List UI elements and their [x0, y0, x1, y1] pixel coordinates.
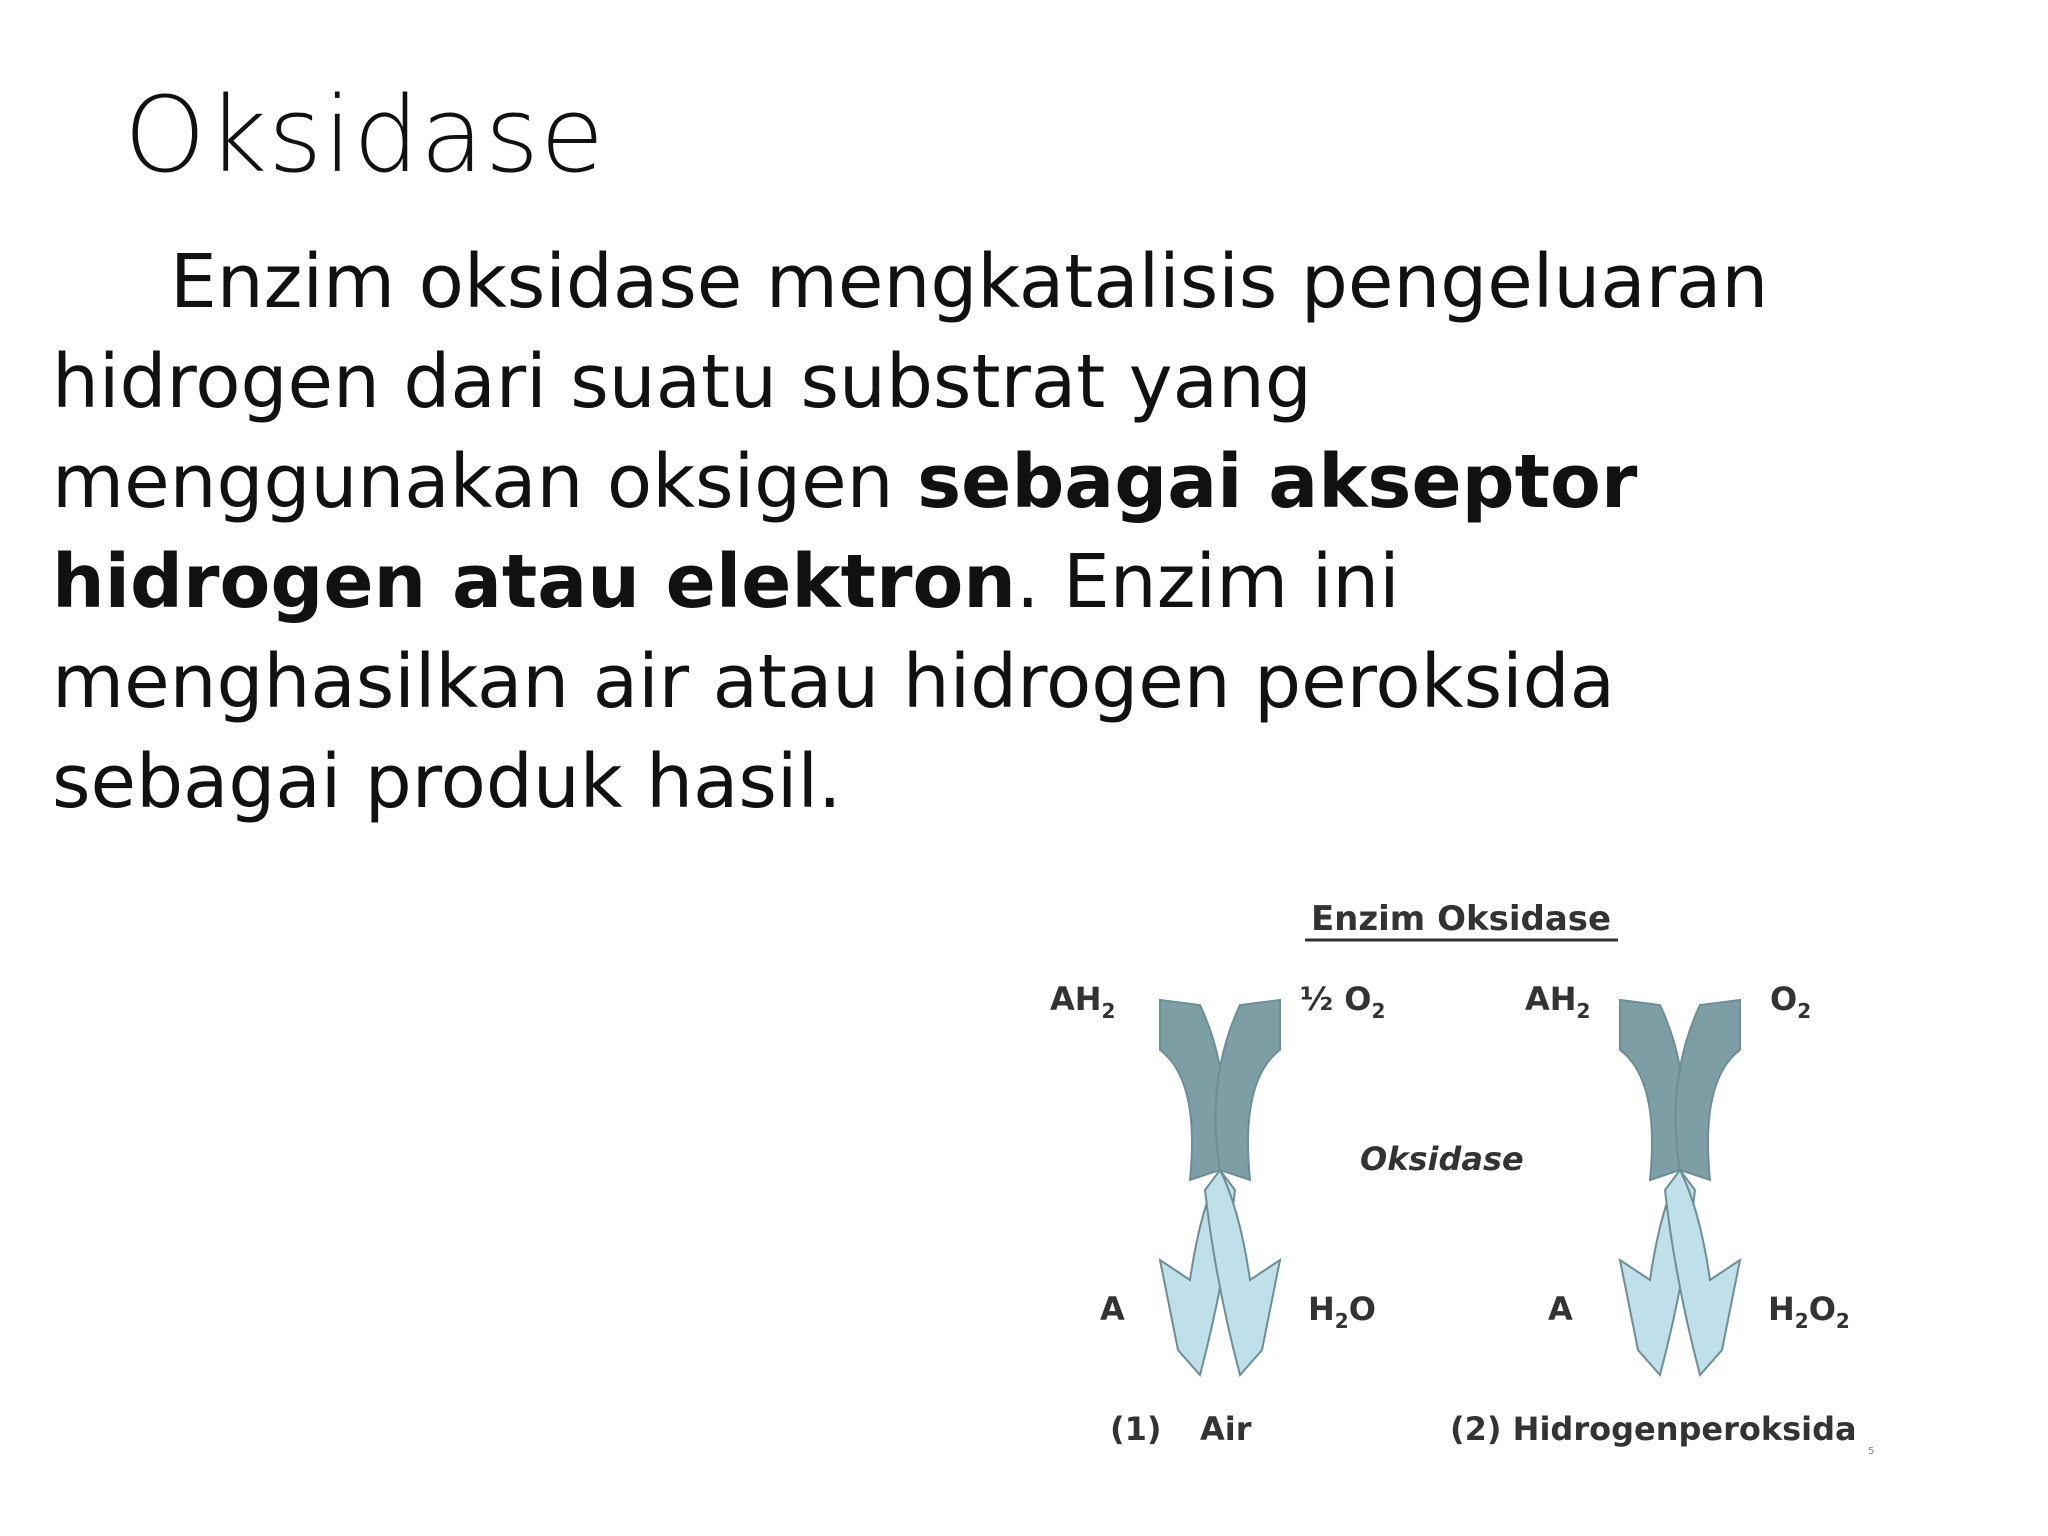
right-dark-arrow-upper: [1620, 1000, 1685, 1180]
body-line-1: Enzim oksidase mengkatalisis pengeluaran: [170, 239, 1769, 325]
slide-number: 5: [1868, 1446, 1875, 1457]
body-line-4: . Enzim ini: [1016, 539, 1400, 625]
body-line-6: sebagai produk hasil.: [52, 739, 842, 825]
body-bold-phrase-1: sebagai akseptor: [917, 439, 1638, 525]
reaction-left: [1050, 980, 1385, 1448]
body-line-3: menggunakan oksigen: [52, 439, 918, 525]
right-acceptor-label: $O_2$: [1770, 980, 1812, 1023]
slide-body-paragraph: [52, 232, 1772, 832]
left-caption: Air: [1200, 1410, 1252, 1448]
right-light-arrow-lower-right: [1665, 1170, 1740, 1375]
left-dark-arrow-upper-right: [1216, 1000, 1281, 1180]
right-caption: (2) Hidrogenperoksida: [1450, 1410, 1857, 1448]
enzyme-label: Oksidase: [1360, 1140, 1524, 1178]
oxidase-diagram: [1030, 880, 1910, 1480]
left-substrate-label: $AH_2$: [1050, 980, 1116, 1023]
left-caption-number: (1): [1110, 1410, 1162, 1448]
left-product-label: $H_2O$: [1308, 1290, 1376, 1333]
right-product-a-label: A: [1548, 1290, 1573, 1328]
left-product-a-label: A: [1100, 1290, 1125, 1328]
left-light-arrow-lower-right: [1205, 1170, 1280, 1375]
body-line-5: menghasilkan air atau hidrogen peroksida: [52, 639, 1615, 725]
diagram-title: Enzim Oksidase: [1310, 899, 1612, 939]
right-substrate-label: $AH_2$: [1525, 980, 1591, 1023]
reaction-right: [1450, 980, 1857, 1448]
right-product-label: $H_2O_2$: [1768, 1290, 1850, 1333]
right-dark-arrow-upper-right: [1676, 1000, 1741, 1180]
body-bold-phrase-2: hidrogen atau elektron: [52, 539, 1016, 625]
left-dark-arrow-upper: [1160, 1000, 1225, 1180]
body-line-2: hidrogen dari suatu substrat yang: [52, 339, 1312, 425]
slide-title: Oksidase: [124, 74, 606, 196]
left-acceptor-label: ½ $O_2$: [1300, 980, 1386, 1023]
